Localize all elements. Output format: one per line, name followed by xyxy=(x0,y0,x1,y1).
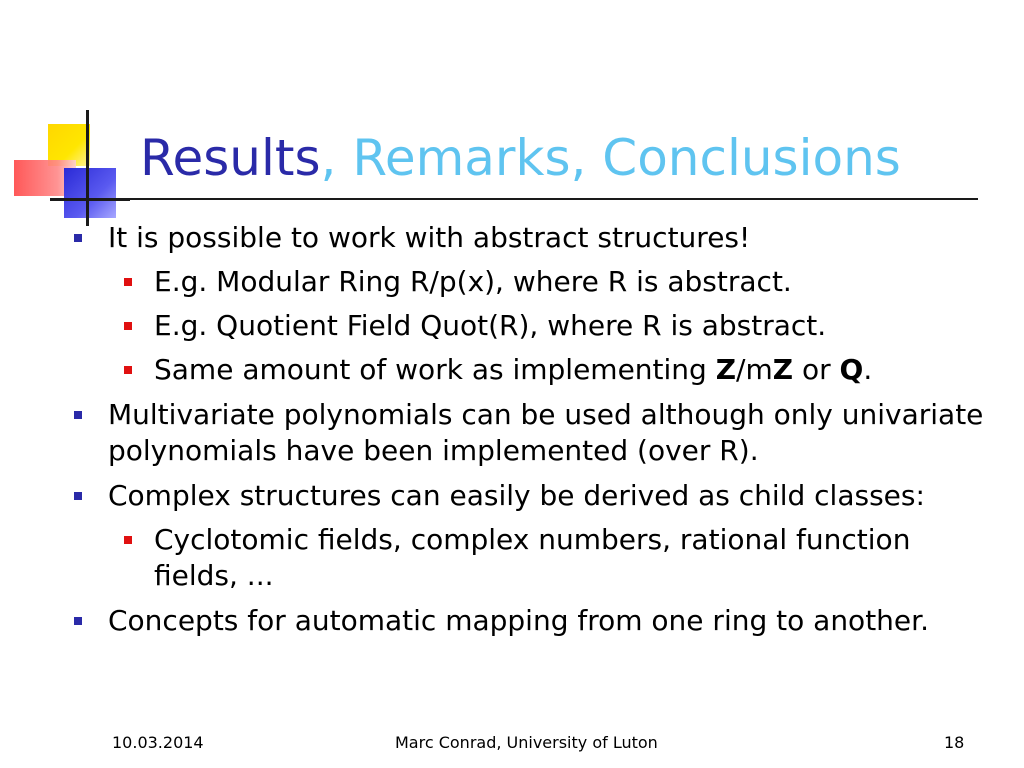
sub-bullet-item xyxy=(70,308,1000,344)
sub-bullet-item xyxy=(70,352,1000,388)
title-underline xyxy=(88,198,978,200)
slide-content xyxy=(70,220,1000,639)
bullet-item xyxy=(70,478,1000,514)
bullet-text: It is possible to work with abstract structures! xyxy=(108,221,751,254)
or-text: or xyxy=(793,353,840,386)
square-bullet-icon xyxy=(74,492,82,500)
period-text: . xyxy=(863,353,873,386)
bullet-item xyxy=(70,603,1000,639)
footer-date: 10.03.2014 xyxy=(112,733,204,752)
logo-blue-square xyxy=(64,168,116,218)
square-bullet-icon xyxy=(124,366,132,374)
sub-bullet-item xyxy=(70,522,1000,594)
bullet-item xyxy=(70,397,1000,469)
integers-symbol: Z xyxy=(772,353,794,386)
sub-bullet-item xyxy=(70,264,1000,300)
square-bullet-icon xyxy=(124,536,132,544)
bullet-text: Concepts for automatic mapping from one ring to another. xyxy=(108,604,929,637)
square-bullet-icon xyxy=(124,278,132,286)
page-number: 18 xyxy=(944,733,965,752)
bullet-text: Multivariate polynomials can be used although only univariate polynomials have been implemented (over R). xyxy=(108,398,984,467)
title-part-results: Results xyxy=(140,129,321,187)
bullet-text: Cyclotomic fields, complex numbers, rational function fields, ... xyxy=(154,523,911,592)
slide-title xyxy=(140,126,901,190)
logo-vertical-line xyxy=(86,110,89,226)
bullet-text-start: Same amount of work as implementing xyxy=(154,353,716,386)
bullet-text: Complex structures can easily be derived as child classes: xyxy=(108,479,925,512)
slash-m-text: /m xyxy=(736,353,773,386)
rationals-symbol: Q xyxy=(839,353,864,386)
integers-symbol: Z xyxy=(715,353,737,386)
square-bullet-icon xyxy=(74,617,82,625)
square-bullet-icon xyxy=(124,322,132,330)
bullet-item xyxy=(70,220,1000,256)
footer-author: Marc Conrad, University of Luton xyxy=(395,733,658,752)
square-bullet-icon xyxy=(74,234,82,242)
bullet-text: E.g. Modular Ring R/p(x), where R is abstract. xyxy=(154,265,792,298)
bullet-text: E.g. Quotient Field Quot(R), where R is abstract. xyxy=(154,309,827,342)
title-part-remarks-conclusions: , Remarks, Conclusions xyxy=(320,129,901,187)
square-bullet-icon xyxy=(74,411,82,419)
